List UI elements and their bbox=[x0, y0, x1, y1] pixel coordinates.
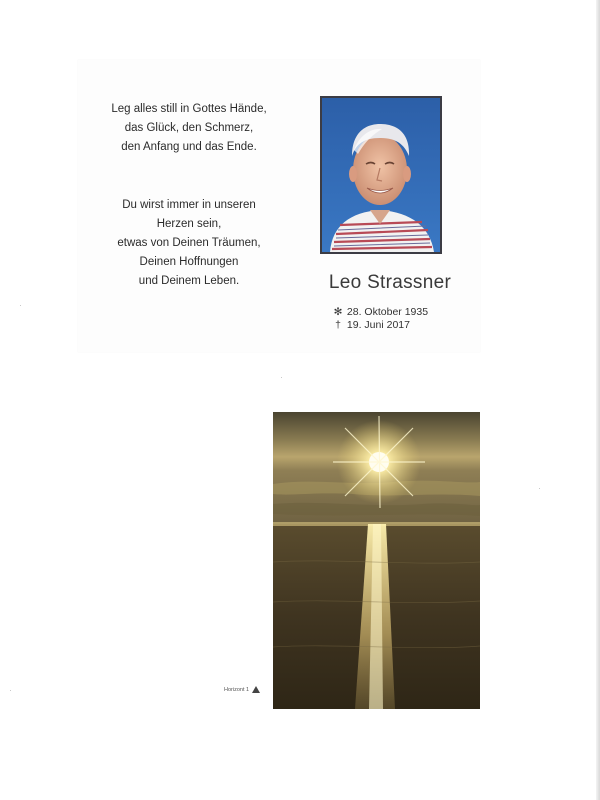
imprint-text: Horizont 1 bbox=[224, 686, 250, 693]
birth-date-row bbox=[332, 306, 428, 319]
birth-date: 28. Oktober 1935 bbox=[346, 306, 429, 318]
sunset-sea-image bbox=[273, 412, 480, 709]
death-date: 19. Juni 2017 bbox=[346, 319, 410, 331]
verse-line: Deinen Hoffnungen bbox=[139, 256, 239, 268]
birth-star-icon: ✻ bbox=[333, 306, 343, 318]
scan-speck bbox=[20, 305, 21, 306]
death-cross-icon: † bbox=[335, 319, 341, 331]
portrait-illustration bbox=[322, 98, 440, 252]
scan-speck bbox=[281, 377, 282, 378]
scan-speck bbox=[539, 488, 540, 489]
scan-edge bbox=[596, 0, 600, 800]
deceased-name: Leo Strassner bbox=[328, 272, 452, 293]
imprint-label bbox=[224, 686, 260, 693]
life-dates bbox=[332, 306, 428, 332]
verse-line: den Anfang und das Ende. bbox=[121, 141, 257, 153]
portrait-photo bbox=[320, 96, 442, 254]
death-date-row bbox=[332, 319, 428, 332]
verse-line: das Glück, den Schmerz, bbox=[124, 122, 254, 134]
scan-speck bbox=[10, 690, 11, 691]
verse-two bbox=[78, 196, 300, 291]
verse-line: Leg alles still in Gottes Hände, bbox=[111, 103, 267, 115]
verse-line: und Deinem Leben. bbox=[138, 275, 240, 287]
verse-line: etwas von Deinen Träumen, bbox=[117, 237, 261, 249]
triangle-logo-icon bbox=[252, 686, 260, 693]
verse-one bbox=[78, 100, 300, 157]
verse-line: Herzen sein, bbox=[156, 218, 222, 230]
sunset-illustration bbox=[273, 412, 480, 709]
verse-line: Du wirst immer in unseren bbox=[122, 199, 256, 211]
memorial-card-front bbox=[78, 60, 480, 352]
